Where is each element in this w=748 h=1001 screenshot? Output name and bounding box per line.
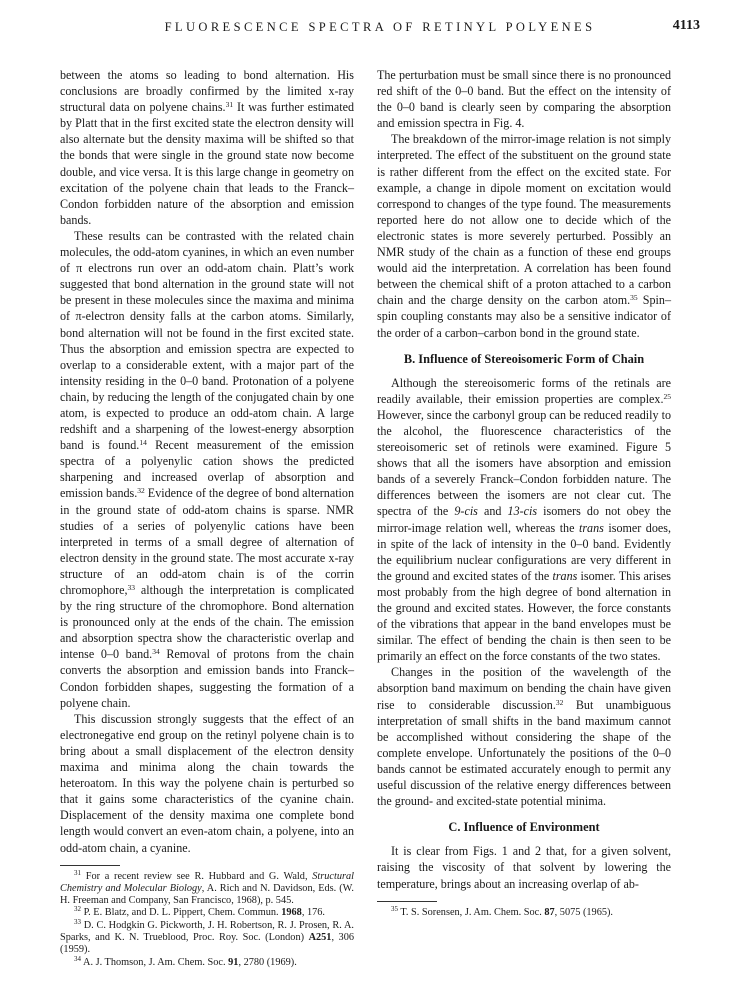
reference-marker: 25	[663, 391, 671, 401]
paragraph: Although the stereoisomeric forms of the retinals are readily available, their emission properties are complex.$^{25}$ However, since the carbonyl group can be reduced readily to the alcohol, the fluorescence characteristics of the stereoisomeric set of retinols were examined. Figure 5 shows that all the isomers have absorption and emission bands of a severely Franck–Condon forbidden nature. The differences between the isomers are not clear cut. The spectra of the 9-cis and 13-cis isomers do not obey the mirror-image relation well, whereas the trans isomer does, in spite of the lack of intensity in the 0–0 band. Evidently the equilibrium nuclear configurations are very different in the ground and excited states of the trans isomer. This arises most probably from the high degree of bond alternation in the ground and excited states. However, the force constants of the vibrations that appear in the band envelopes must be similar. The effect of bending the chain is then seen to be primarily an effect on the force constants of the two states.	[377, 375, 671, 664]
right-column	[377, 67, 671, 919]
paragraph: This discussion strongly suggests that the effect of an electronegative end group on the retinyl polyene chain is to bring about a small displacement of the electron density maxima and minima along the chain towards the heteroatom. In this way the polyene chain is perturbed so that it gains some characteristics of the cyanine chain. Displacement of the density maxima one complete bond length would convert an even-atom chain, a polyene, into an odd-atom chain, a cyanine.	[60, 711, 354, 855]
page-number: 4113	[672, 18, 700, 33]
reference-marker: 35	[630, 293, 638, 303]
footnote: $^{34}$ A. J. Thomson, J. Am. Chem. Soc. 91, 2780 (1969).	[74, 954, 297, 968]
footnote: $^{32}$ P. E. Blatz, and D. L. Pippert, Chem. Commun. 1968, 176.	[74, 905, 325, 919]
paragraph: The breakdown of the mirror-image relation is not simply interpreted. The effect of the substituent on the ground state is rather different from the effect on the excited state. For example, a change in dipole moment on excitation would correspond to changes of the type found. The measurements reported here do not allow one to decide which of the electronic states is more severely perturbed. Possibly an NMR study of the chain as a function of these end groups would aid the interpretation. A correlation has been found between the chemical shift of a proton attached to a carbon chain and the charge density on the carbon atom.$^{35}$ Spin–spin coupling constants may also be a sensitive indicator of the order of a carbon–carbon bond in the ground state.	[377, 132, 671, 340]
page-header	[60, 18, 700, 38]
paragraph: It is clear from Figs. 1 and 2 that, for a given solvent, raising the viscosity of that solvent by lowering the temperature, brings about an increasing overlap of ab-	[377, 844, 671, 891]
footnote-divider	[60, 865, 120, 866]
footnote: $^{31}$ For a recent review see R. Hubbard and G. Wald, Structural Chemistry and Molecular Biology, A. Rich and N. Davidson, Eds. (W. H. Freeman and Company, San Francisco, 1968), p. 545.	[60, 868, 354, 907]
footnote: $^{35}$ T. S. Sorensen, J. Am. Chem. Soc. 87, 5075 (1965).	[391, 904, 613, 918]
running-title: FLUORESCENCE SPECTRA OF RETINYL POLYENES	[164, 20, 596, 34]
reference-marker: 34	[152, 647, 160, 657]
paragraph: These results can be contrasted with the related chain molecules, the odd-atom cyanines, in which an even number of π electrons run over an odd-atom chain. Platt’s work suggested that bond alternation in the ground state will not be present in these molecules since the maxima and minima of π-electron density falls at the carbon atoms. Similarly, bond alternation will not be found in the first excited state. Thus the absorption and emission spectra are expected to overlap to a considerable extent, with a major part of the intensity residing in the 0–0 band. Protonation of a polyene chain, by reducing the length of the conjugated chain by one atom, is expected to produce an odd-atom chain. A large redshift and a sharpening of the lowest-energy absorption band is found.$^{14}$ Recent measurement of the emission spectra of a polyenylic cation shows the predicted sharpening and increased overlap of absorption and emission bands.$^{32}$ Evidence of the degree of bond alternation in the ground state of odd-atom chains is sparse. NMR studies of a series of polyenylic cations have been interpreted in terms of a small degree of alternation of electron density in the ground state. The most accurate x-ray structure of an odd-atom chain is of the corrin chromophore,$^{33}$ although the interpretation is complicated by the ring structure of the chromophore. Bond alternation is pronounced only at the ends of the chain. The emission and absorption spectra show the characteristic overlap and intense 0–0 band.$^{34}$ Removal of protons from the chain converts the absorption and emission bands into Franck–Condon forbidden shapes, suggesting the formation of a polyene chain.	[60, 228, 355, 710]
reference-marker: 31	[225, 100, 234, 110]
reference-marker: 32	[137, 486, 145, 496]
footnote-divider	[377, 901, 437, 902]
paragraph: Changes in the position of the wavelength of the absorption band maximum on bending the chain have given rise to considerable discussion.$^{32}$ But unambiguous interpretation of small shifts in the band maximum cannot be accomplished without considering the shape of the complete envelope. Unfortunately the positions of the 0–0 bands cannot be estimated accurately enough to permit any useful discussion of the relative energy differences between the ground- and excited-state potential minima.	[377, 665, 671, 809]
paragraph: between the atoms so leading to bond alternation. His conclusions are broadly confirmed by the limited x-ray structural data on polyene chains.$^{31}$ It was further estimated by Platt that in the first excited state the electron density will also alternate but the density maxima will be shifted so that the bonds that were single in the ground state now become double, and vice versa. It is this large change in geometry on excitation of the polyene chain that leads to the Franck–Condon forbidden nature of the absorption and emission bands.	[60, 68, 354, 227]
left-column	[60, 67, 354, 969]
section-heading: C. Influence of Environment	[448, 820, 600, 835]
reference-marker: 32	[555, 697, 564, 707]
section-heading: B. Influence of Stereoisomeric Form of Chain	[403, 351, 645, 366]
reference-marker: 33	[127, 583, 136, 592]
paragraph: The perturbation must be small since there is no pronounced red shift of the 0–0 band. But the effect on the intensity of the 0–0 band is clearly seen by comparing the absorption and emission spectra in Fig. 4.	[377, 68, 671, 131]
footnote: $^{33}$ D. C. Hodgkin G. Pickworth, J. H. Robertson, R. J. Prosen, R. A. Sparks, and K. N. Trueblood, Proc. Roy. Soc. (London) A251, 306 (1959).	[60, 917, 354, 956]
reference-marker: 14	[139, 438, 147, 448]
